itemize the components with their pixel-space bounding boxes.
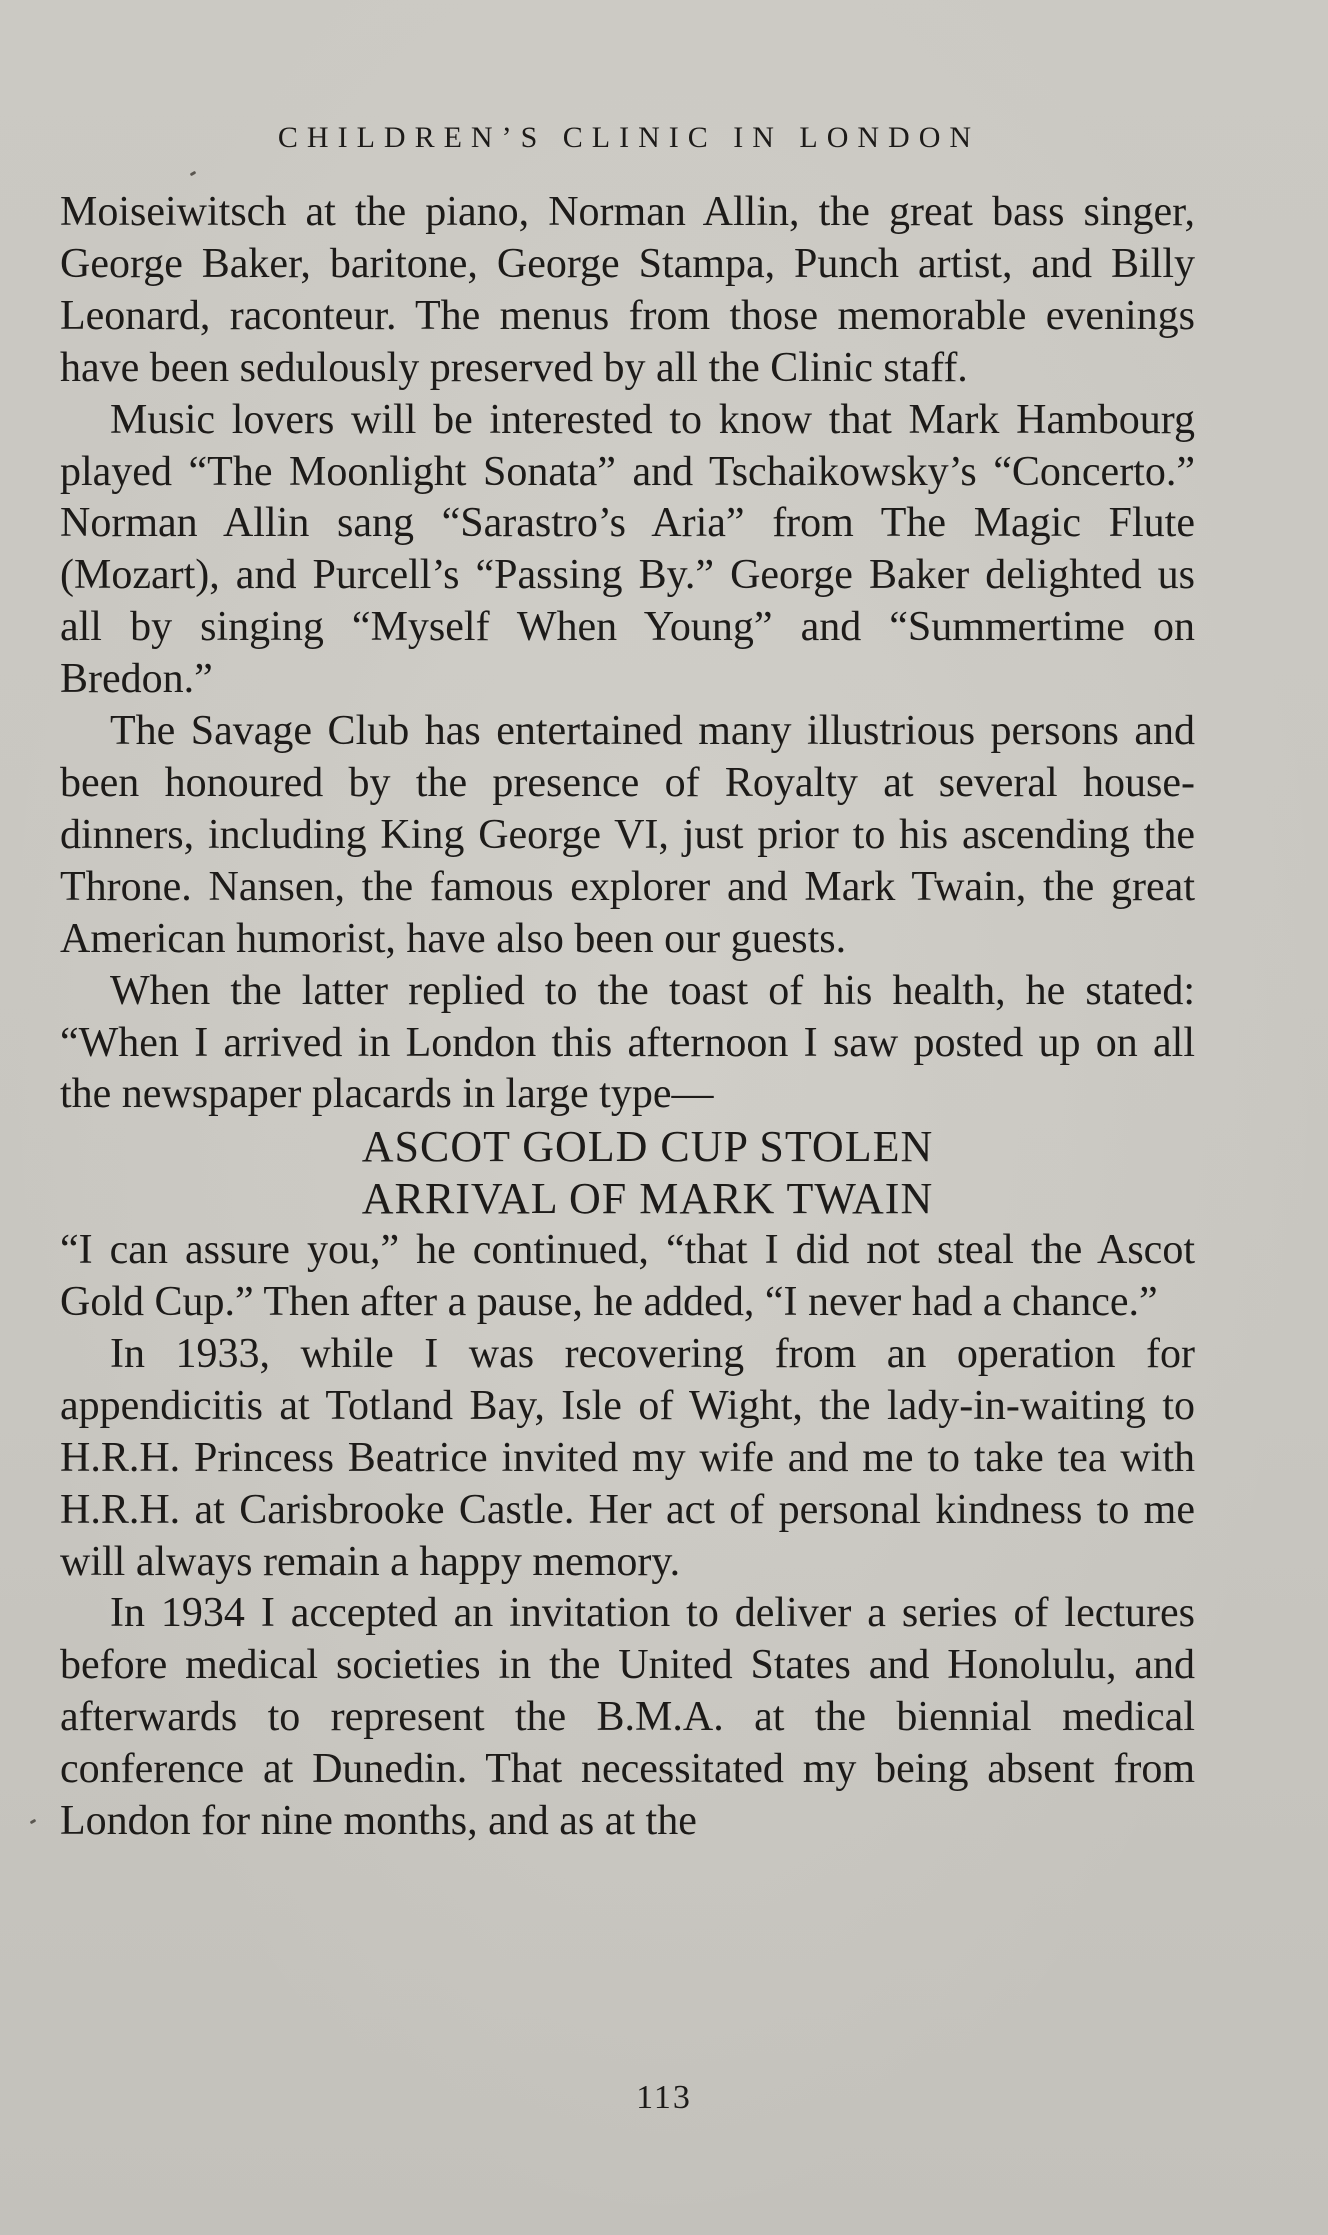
paper-speck: [30, 1819, 37, 1825]
body-text: [60, 187, 1195, 1848]
paragraph-gold-cup: “I can assure you,” he continued, “that I did not steal the Ascot Gold Cup.” Then after a pause, he added, “I never had a chance.”: [60, 1227, 1195, 1326]
headline-line: ASCOT GOLD CUP STOLEN: [361, 1122, 934, 1172]
page-number: 113: [636, 2079, 692, 2116]
paragraph-continued: Moiseiwitsch at the piano, Norman Allin, the great bass singer, George Baker, baritone, George Stampa, Punch artist, and Billy Leonard, raconteur. The menus from those memorable evenings have been sedulously preserved by all the Clinic staff.: [60, 189, 1195, 391]
paragraph-music-lovers: Music lovers will be interested to know that Mark Hambourg played “The Moonlight Sonata” and Tschaikowsky’s “Concerto.” Norman Allin sang “Sarastro’s Aria” from The Magic Flute (Mozart), and Purcell’s “Passing By.” George Baker delighted us all by singing “Myself When Young” and “Summertime on Bredon.”: [60, 396, 1195, 703]
paragraph-1933: In 1933, while I was recovering from an operation for appendicitis at Totland Bay, Isle of Wight, the lady-in-waiting to H.R.H. Princess Beatrice invited my wife and me to take tea with H.R.H. at Carisbrooke Castle. Her act of personal kindness to me will always remain a happy memory.: [60, 1330, 1195, 1585]
paragraph-1934: In 1934 I accepted an invitation to deliver a series of lectures before medical societies in the United States and Honolulu, and afterwards to represent the B.M.A. at the biennial medical conference at Dunedin. That necessitated my being absent from London for nine months, and as at the: [60, 1590, 1195, 1845]
running-head: CHILDREN’S CLINIC IN LONDON: [277, 121, 981, 154]
headline-line: ARRIVAL OF MARK TWAIN: [361, 1174, 934, 1224]
paragraph-toast: When the latter replied to the toast of his health, he stated: “When I arrived in London this afternoon I saw posted up on all the newspaper placards in large type—: [60, 967, 1195, 1118]
paragraph-savage-club: The Savage Club has entertained many illustrious persons and been honoured by the presence of Royalty at several house-dinners, including King George VI, just prior to his ascending the Throne. Nansen, the famous explorer and Mark Twain, the great American humorist, have also been our guests.: [60, 708, 1195, 962]
paper-speck: [190, 171, 197, 177]
placard-headlines: [60, 1121, 1195, 1225]
